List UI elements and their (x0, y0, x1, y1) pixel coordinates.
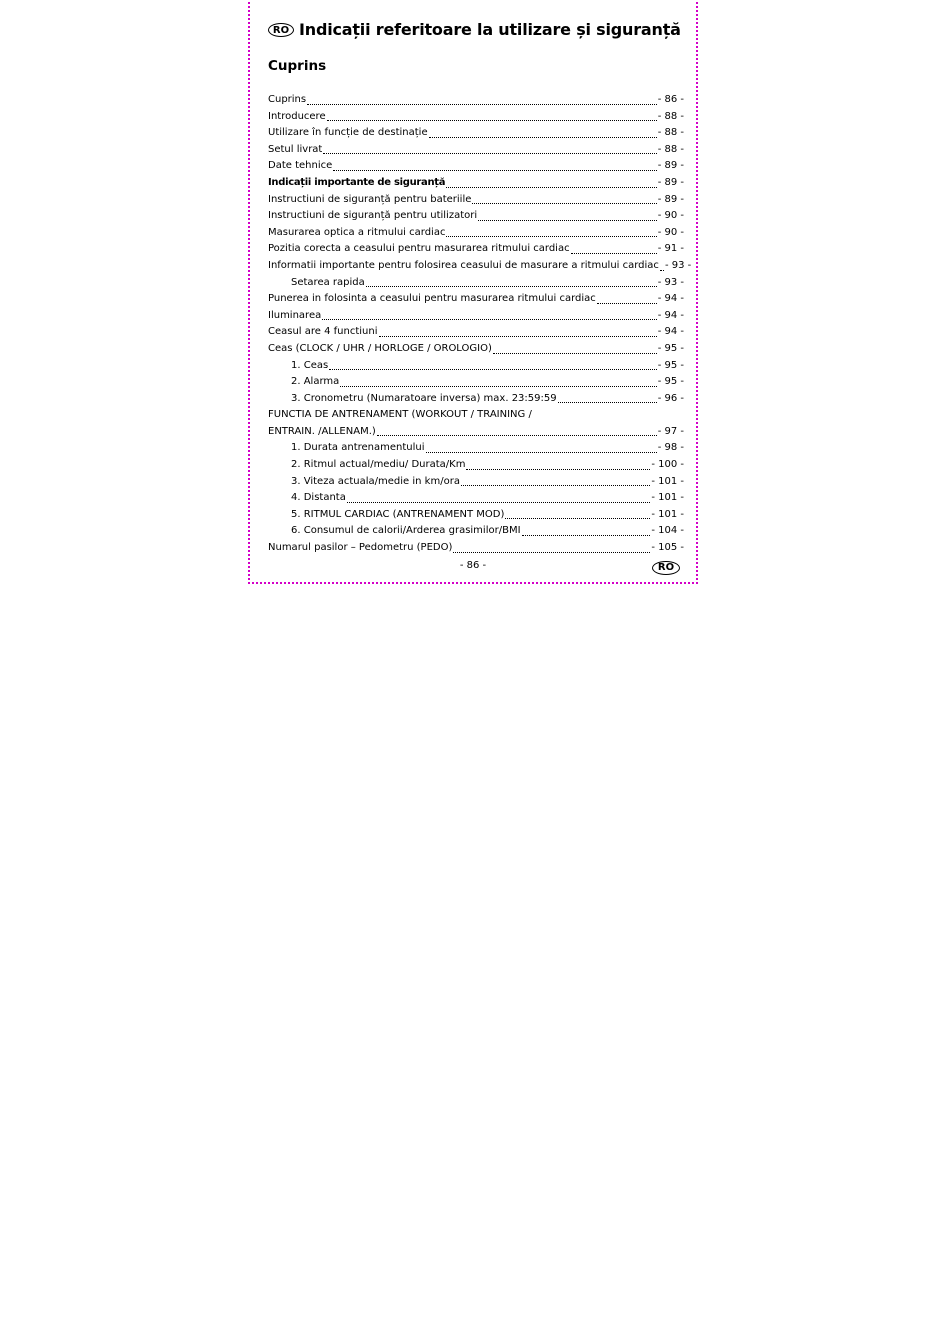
footer-language-badge: RO (652, 561, 680, 575)
toc-entry-label: Numarul pasilor – Pedometru (PEDO) (268, 542, 453, 554)
toc-entry[interactable] (268, 291, 684, 308)
toc-leader-dots (478, 220, 657, 221)
toc-entry[interactable] (268, 192, 684, 209)
toc-entry-page: - 89 - (657, 176, 684, 188)
toc-leader-dots (329, 369, 656, 370)
toc-leader-dots (333, 170, 656, 171)
toc-entry-page: - 88 - (657, 143, 684, 155)
toc-entry-label: Informatii importante pentru folosirea ceasului de masurare a ritmului cardiac (268, 259, 659, 271)
toc-entry[interactable] (268, 241, 684, 258)
toc-entry-page: - 101 - (651, 508, 684, 520)
toc-entry-label: 5. RITMUL CARDIAC (ANTRENAMENT MOD) (291, 508, 505, 520)
footer-page-number: - 86 - (459, 560, 487, 571)
toc-leader-dots (366, 286, 657, 287)
toc-leader-dots (379, 336, 657, 337)
toc-entry-page: - 93 - (657, 276, 684, 288)
toc-entry[interactable] (268, 507, 684, 524)
toc-entry[interactable] (268, 341, 684, 358)
toc-entry-label: 1. Ceas (291, 359, 329, 371)
toc-entry[interactable] (268, 540, 684, 557)
toc-entry[interactable] (268, 324, 684, 341)
table-of-contents (268, 92, 692, 557)
toc-entry-label: Introducere (268, 110, 326, 122)
page-heading (268, 20, 681, 39)
language-badge: RO (268, 23, 294, 37)
toc-leader-dots (522, 535, 651, 536)
toc-entry-page: - 101 - (651, 492, 684, 504)
toc-entry-label: 4. Distanta (291, 492, 346, 504)
toc-entry[interactable] (268, 125, 684, 142)
toc-entry-label: Utilizare în funcție de destinație (268, 127, 428, 139)
toc-leader-dots (505, 518, 650, 519)
toc-leader-dots (446, 236, 656, 237)
toc-entry-page: - 94 - (657, 293, 684, 305)
toc-entry-label: Date tehnice (268, 160, 333, 172)
toc-entry-label: 1. Durata antrenamentului (291, 442, 425, 454)
toc-entry-label: Setul livrat (268, 143, 323, 155)
toc-entry[interactable] (268, 158, 684, 175)
toc-entry-label: Ceasul are 4 functiuni (268, 326, 378, 338)
toc-entry-page: - 105 - (651, 542, 684, 554)
toc-entry[interactable] (268, 457, 684, 474)
toc-entry-label: Pozitia corecta a ceasului pentru masurarea ritmului cardiac (268, 243, 570, 255)
toc-leader-dots (307, 104, 657, 105)
toc-leader-dots (571, 253, 657, 254)
toc-group-after (268, 440, 684, 556)
toc-entry[interactable] (268, 258, 692, 275)
toc-entry[interactable] (268, 109, 684, 126)
toc-entry-label: Masurarea optica a ritmului cardiac (268, 226, 446, 238)
toc-entry-page: - 95 - (657, 376, 684, 388)
toc-entry[interactable] (268, 92, 684, 109)
toc-entry[interactable] (268, 308, 684, 325)
toc-leader-dots (322, 319, 656, 320)
toc-entry[interactable] (268, 440, 684, 457)
toc-leader-dots (340, 386, 656, 387)
toc-entry-page: - 88 - (657, 110, 684, 122)
toc-leader-dots (660, 270, 664, 271)
page-title: Indicații referitoare la utilizare și siguranță (299, 20, 681, 39)
toc-entry-page: - 95 - (657, 359, 684, 371)
toc-entry-page: - 90 - (657, 226, 684, 238)
toc-entry-label: Instructiuni de siguranță pentru utilizatori (268, 210, 478, 222)
toc-entry[interactable] (268, 142, 684, 159)
toc-entry[interactable] (268, 474, 684, 491)
toc-entry-label: 6. Consumul de calorii/Arderea grasimilor/BMI (291, 525, 521, 537)
toc-entry[interactable] (268, 275, 684, 292)
toc-leader-dots (347, 502, 650, 503)
toc-entry-page: - 100 - (651, 459, 684, 471)
toc-leader-dots (461, 485, 650, 486)
toc-entry-label: Cuprins (268, 94, 307, 105)
toc-leader-dots (446, 187, 656, 188)
toc-entry-page: - 96 - (657, 392, 684, 404)
toc-entry-page: - 94 - (657, 326, 684, 338)
toc-leader-dots (426, 452, 657, 453)
toc-entry[interactable] (268, 175, 684, 192)
toc-entry[interactable] (268, 208, 684, 225)
toc-leader-dots (327, 120, 657, 121)
toc-leader-dots (429, 137, 657, 138)
toc-entry-label: 3. Cronometru (Numaratoare inversa) max. 23:59:59 (291, 392, 557, 404)
toc-entry-label: 2. Ritmul actual/mediu/ Durata/Km (291, 459, 466, 471)
toc-leader-dots (472, 203, 656, 204)
toc-group-first (268, 92, 692, 407)
toc-leader-dots (558, 402, 657, 403)
toc-entry-label: Iluminarea (268, 309, 322, 321)
toc-entry-label-line1: FUNCTIA DE ANTRENAMENT (WORKOUT / TRAINING / (268, 409, 532, 421)
toc-entry[interactable] (268, 391, 684, 408)
toc-entry-page: - 86 - (657, 94, 684, 105)
toc-entry[interactable] (268, 490, 684, 507)
toc-entry[interactable] (268, 358, 684, 375)
toc-leader-dots (453, 552, 650, 553)
toc-entry-label: Indicații importante de siguranță (268, 176, 446, 188)
toc-entry-page: - 98 - (657, 442, 684, 454)
toc-entry-page: - 89 - (657, 193, 684, 205)
toc-entry-label: 2. Alarma (291, 376, 340, 388)
toc-leader-dots (323, 153, 656, 154)
section-title: Cuprins (268, 58, 327, 74)
toc-entry-page: - 97 - (657, 425, 684, 437)
toc-entry-page: - 94 - (657, 309, 684, 321)
toc-entry-page: - 89 - (657, 160, 684, 172)
toc-entry-label: Ceas (CLOCK / UHR / HORLOGE / OROLOGIO) (268, 342, 492, 354)
toc-entry-label: 3. Viteza actuala/medie in km/ora (291, 475, 460, 487)
toc-entry[interactable] (268, 374, 684, 391)
toc-entry-page: - 101 - (651, 475, 684, 487)
toc-leader-dots (466, 469, 650, 470)
toc-entry-page: - 90 - (657, 210, 684, 222)
toc-entry-page: - 91 - (657, 243, 684, 255)
toc-entry-label-line2: ENTRAIN. /ALLENAM.) (268, 425, 376, 437)
toc-entry-page: - 95 - (657, 342, 684, 354)
toc-leader-dots (597, 303, 657, 304)
toc-entry[interactable] (268, 225, 684, 242)
toc-leader-dots (377, 435, 657, 436)
toc-entry-multiline[interactable] (268, 407, 684, 440)
toc-entry[interactable] (268, 523, 684, 540)
toc-entry-label: Instructiuni de siguranță pentru bateriile (268, 193, 472, 205)
toc-entry-page: - 93 - (664, 259, 692, 271)
document-page (248, 0, 698, 584)
toc-entry-label: Punerea in folosinta a ceasului pentru masurarea ritmului cardiac (268, 293, 596, 305)
toc-leader-dots (493, 353, 657, 354)
toc-entry-page: - 104 - (651, 525, 684, 537)
toc-entry-label: Setarea rapida (291, 276, 365, 288)
toc-entry-page: - 88 - (657, 127, 684, 139)
